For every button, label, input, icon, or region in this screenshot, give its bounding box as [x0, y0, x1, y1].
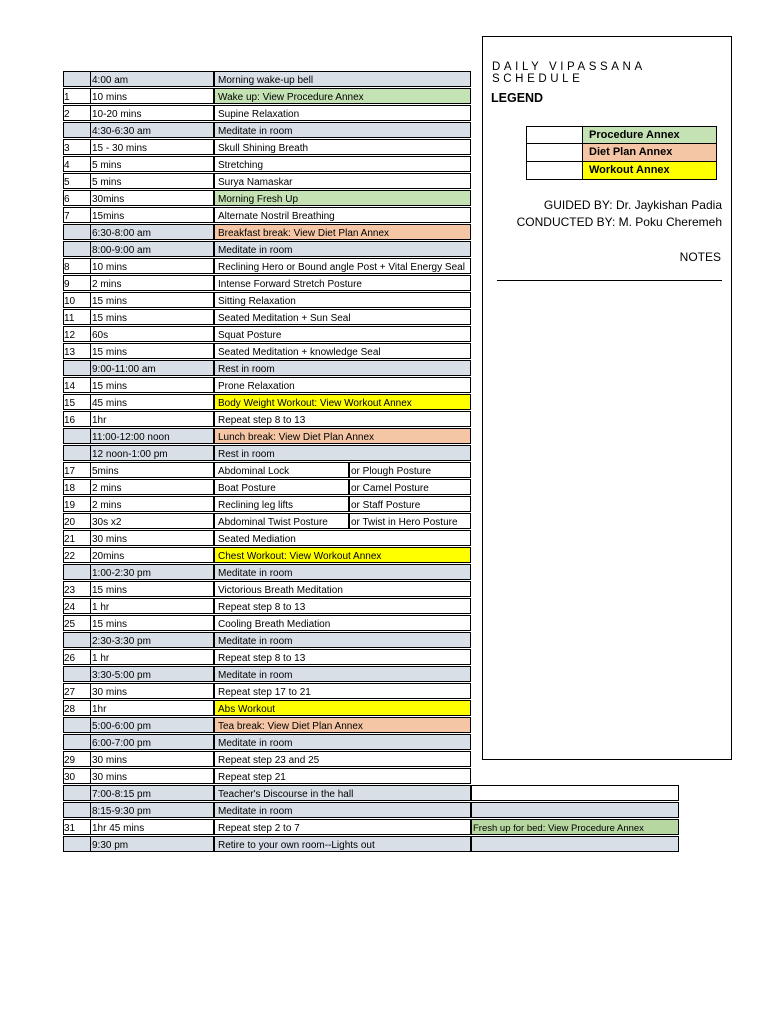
step-number [63, 224, 90, 240]
legend-swatch-blank [526, 162, 583, 180]
step-number: 27 [63, 683, 90, 699]
time-cell: 1 hr [90, 649, 213, 665]
activity-cell: Repeat step 21 [213, 768, 471, 784]
activity-cell: Body Weight Workout: View Workout Annex [213, 394, 471, 410]
table-row [63, 768, 679, 785]
time-cell: 6:00-7:00 pm [90, 734, 213, 750]
step-number [63, 836, 90, 852]
time-cell: 20mins [90, 547, 213, 563]
time-cell: 2 mins [90, 479, 213, 495]
legend-table [526, 126, 717, 180]
time-cell: 15 mins [90, 292, 213, 308]
step-number: 18 [63, 479, 90, 495]
activity-cell: Breakfast break: View Diet Plan Annex [213, 224, 471, 240]
time-cell: 11:00-12:00 noon [90, 428, 213, 444]
activity-cell: Reclining Hero or Bound angle Post + Vital Energy Seal [213, 258, 471, 274]
step-number [63, 71, 90, 87]
activity-cell: Seated Meditation + knowledge Seal [213, 343, 471, 359]
step-number: 19 [63, 496, 90, 512]
time-cell: 60s [90, 326, 213, 342]
step-number [63, 564, 90, 580]
step-number: 11 [63, 309, 90, 325]
time-cell: 30s x2 [90, 513, 213, 529]
time-cell: 7:00-8:15 pm [90, 785, 213, 801]
step-number: 30 [63, 768, 90, 784]
legend-label-procedure: Procedure Annex [582, 126, 717, 144]
activity-cell: Abdominal Lock [213, 462, 349, 478]
activity-cell: Reclining leg lifts [213, 496, 349, 512]
step-number: 2 [63, 105, 90, 121]
activity-cell: Squat Posture [213, 326, 471, 342]
legend-row-diet [526, 144, 717, 162]
legend-swatch-blank [526, 126, 583, 144]
activity-cell: Victorious Breath Meditation [213, 581, 471, 597]
step-number: 1 [63, 88, 90, 104]
alternative-posture-cell: or Twist in Hero Posture [349, 513, 471, 529]
legend-title: LEGEND [491, 91, 544, 105]
time-cell: 15mins [90, 207, 213, 223]
activity-cell: Abdominal Twist Posture [213, 513, 349, 529]
legend-row-workout [526, 162, 717, 180]
time-cell: 30 mins [90, 768, 213, 784]
activity-cell: Rest in room [213, 445, 471, 461]
time-cell: 2 mins [90, 275, 213, 291]
activity-cell: Seated Meditation + Sun Seal [213, 309, 471, 325]
activity-cell: Surya Namaskar [213, 173, 471, 189]
activity-cell: Repeat step 2 to 7 [213, 819, 471, 835]
extra-note-cell [471, 802, 679, 818]
activity-cell: Tea break: View Diet Plan Annex [213, 717, 471, 733]
step-number [63, 360, 90, 376]
step-number: 12 [63, 326, 90, 342]
table-row [63, 802, 679, 819]
alternative-posture-cell: or Staff Posture [349, 496, 471, 512]
activity-cell: Alternate Nostril Breathing [213, 207, 471, 223]
info-panel [482, 36, 732, 760]
time-cell: 4:30-6:30 am [90, 122, 213, 138]
step-number: 20 [63, 513, 90, 529]
step-number: 22 [63, 547, 90, 563]
step-number [63, 734, 90, 750]
step-number: 7 [63, 207, 90, 223]
activity-cell: Meditate in room [213, 734, 471, 750]
activity-cell: Meditate in room [213, 666, 471, 682]
time-cell: 8:00-9:00 am [90, 241, 213, 257]
activity-cell: Repeat step 8 to 13 [213, 649, 471, 665]
time-cell: 1hr 45 mins [90, 819, 213, 835]
step-number: 16 [63, 411, 90, 427]
legend-label-diet: Diet Plan Annex [582, 144, 717, 162]
step-number [63, 428, 90, 444]
activity-cell: Meditate in room [213, 241, 471, 257]
step-number: 10 [63, 292, 90, 308]
activity-cell: Boat Posture [213, 479, 349, 495]
step-number: 23 [63, 581, 90, 597]
step-number: 6 [63, 190, 90, 206]
time-cell: 3:30-5:00 pm [90, 666, 213, 682]
legend-row-procedure [526, 126, 717, 144]
step-number [63, 666, 90, 682]
activity-cell: Stretching [213, 156, 471, 172]
time-cell: 15 mins [90, 343, 213, 359]
time-cell: 30 mins [90, 683, 213, 699]
activity-cell: Prone Relaxation [213, 377, 471, 393]
activity-cell: Meditate in room [213, 802, 471, 818]
time-cell: 1hr [90, 700, 213, 716]
alternative-posture-cell: or Camel Posture [349, 479, 471, 495]
step-number: 28 [63, 700, 90, 716]
time-cell: 9:00-11:00 am [90, 360, 213, 376]
step-number: 25 [63, 615, 90, 631]
step-number: 31 [63, 819, 90, 835]
activity-cell: Chest Workout: View Workout Annex [213, 547, 471, 563]
time-cell: 15 mins [90, 309, 213, 325]
step-number: 15 [63, 394, 90, 410]
time-cell: 15 mins [90, 615, 213, 631]
time-cell: 10 mins [90, 258, 213, 274]
activity-cell: Meditate in room [213, 632, 471, 648]
table-row [63, 785, 679, 802]
step-number: 17 [63, 462, 90, 478]
activity-cell: Wake up: View Procedure Annex [213, 88, 471, 104]
step-number [63, 802, 90, 818]
time-cell: 1 hr [90, 598, 213, 614]
time-cell: 6:30-8:00 am [90, 224, 213, 240]
step-number [63, 122, 90, 138]
step-number [63, 632, 90, 648]
activity-cell: Abs Workout [213, 700, 471, 716]
time-cell: 2:30-3:30 pm [90, 632, 213, 648]
step-number: 24 [63, 598, 90, 614]
activity-cell: Skull Shining Breath [213, 139, 471, 155]
table-row [63, 836, 679, 853]
step-number [63, 717, 90, 733]
time-cell: 30 mins [90, 530, 213, 546]
step-number: 21 [63, 530, 90, 546]
activity-cell: Sitting Relaxation [213, 292, 471, 308]
notes-line [497, 280, 722, 281]
time-cell: 9:30 pm [90, 836, 213, 852]
notes-label: NOTES [679, 250, 721, 264]
step-number [63, 785, 90, 801]
activity-cell: Meditate in room [213, 122, 471, 138]
step-number: 8 [63, 258, 90, 274]
time-cell: 30mins [90, 190, 213, 206]
time-cell: 5 mins [90, 156, 213, 172]
time-cell: 5 mins [90, 173, 213, 189]
step-number [63, 445, 90, 461]
time-cell: 10-20 mins [90, 105, 213, 121]
activity-cell: Supine Relaxation [213, 105, 471, 121]
activity-cell: Cooling Breath Mediation [213, 615, 471, 631]
activity-cell: Retire to your own room--Lights out [213, 836, 471, 852]
time-cell: 15 - 30 mins [90, 139, 213, 155]
conducted-by: CONDUCTED BY: M. Poku Cheremeh [516, 215, 722, 229]
time-cell: 5:00-6:00 pm [90, 717, 213, 733]
table-row [63, 819, 679, 836]
step-number: 14 [63, 377, 90, 393]
time-cell: 30 mins [90, 751, 213, 767]
step-number: 9 [63, 275, 90, 291]
legend-label-workout: Workout Annex [582, 162, 717, 180]
schedule-title: DAILY VIPASSANA SCHEDULE [492, 61, 646, 85]
time-cell: 1:00-2:30 pm [90, 564, 213, 580]
extra-note-cell [471, 836, 679, 852]
activity-cell: Repeat step 17 to 21 [213, 683, 471, 699]
step-number [63, 241, 90, 257]
step-number: 5 [63, 173, 90, 189]
activity-cell: Lunch break: View Diet Plan Annex [213, 428, 471, 444]
time-cell: 10 mins [90, 88, 213, 104]
step-number: 3 [63, 139, 90, 155]
step-number: 26 [63, 649, 90, 665]
activity-cell: Seated Mediation [213, 530, 471, 546]
time-cell: 4:00 am [90, 71, 213, 87]
legend-swatch-blank [526, 144, 583, 162]
activity-cell: Meditate in room [213, 564, 471, 580]
step-number: 29 [63, 751, 90, 767]
time-cell: 5mins [90, 462, 213, 478]
time-cell: 1hr [90, 411, 213, 427]
step-number: 4 [63, 156, 90, 172]
time-cell: 15 mins [90, 377, 213, 393]
alternative-posture-cell: or Plough Posture [349, 462, 471, 478]
activity-cell: Morning Fresh Up [213, 190, 471, 206]
activity-cell: Teacher's Discourse in the hall [213, 785, 471, 801]
activity-cell: Morning wake-up bell [213, 71, 471, 87]
extra-note-cell: Fresh up for bed: View Procedure Annex [471, 819, 679, 835]
activity-cell: Repeat step 8 to 13 [213, 411, 471, 427]
time-cell: 8:15-9:30 pm [90, 802, 213, 818]
guided-by: GUIDED BY: Dr. Jaykishan Padia [543, 198, 722, 212]
activity-cell: Repeat step 8 to 13 [213, 598, 471, 614]
step-number: 13 [63, 343, 90, 359]
activity-cell: Rest in room [213, 360, 471, 376]
time-cell: 45 mins [90, 394, 213, 410]
time-cell: 2 mins [90, 496, 213, 512]
time-cell: 15 mins [90, 581, 213, 597]
extra-note-cell [471, 785, 679, 801]
activity-cell: Repeat step 23 and 25 [213, 751, 471, 767]
activity-cell: Intense Forward Stretch Posture [213, 275, 471, 291]
time-cell: 12 noon-1:00 pm [90, 445, 213, 461]
